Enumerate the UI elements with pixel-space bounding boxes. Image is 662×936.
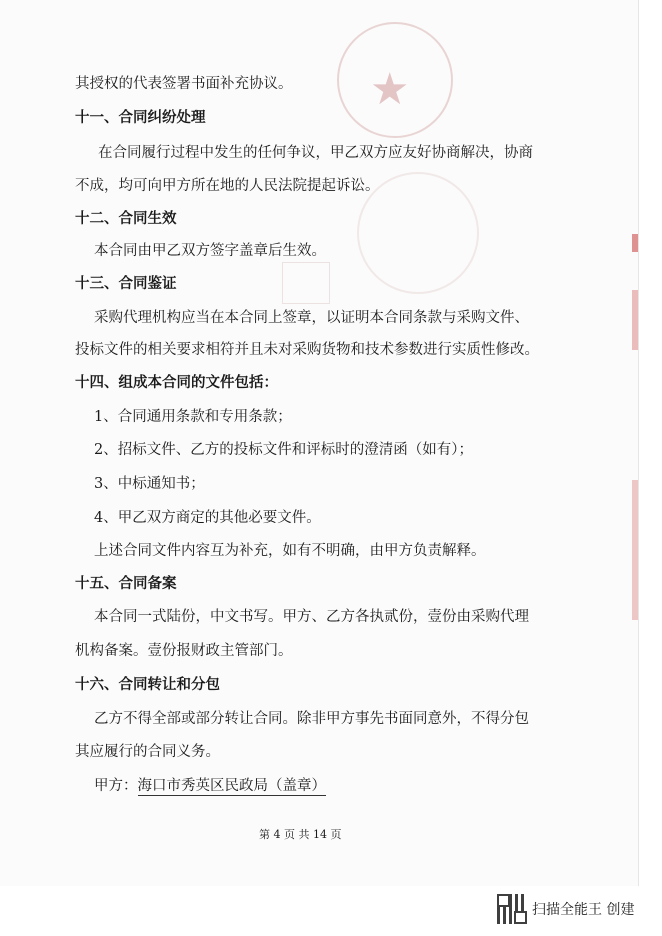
list-item: 1、合同通用条款和专用条款；: [94, 409, 292, 425]
qr-code-icon: [497, 894, 527, 924]
section-heading: 十二、合同生效: [75, 210, 177, 227]
edge-mark: [632, 480, 638, 620]
edge-mark: [632, 290, 638, 350]
section-heading: 十三、合同鉴证: [75, 275, 177, 292]
section-heading: 十一、合同纠纷处理: [75, 109, 206, 126]
party-a-line: [94, 776, 326, 796]
doc-line: 上述合同文件内容互为补充，如有不明确，由甲方负责解释。: [94, 543, 486, 559]
doc-line: 投标文件的相关要求相符并且未对采购货物和技术参数进行实质性修改。: [75, 342, 539, 358]
doc-line: 不成，均可向甲方所在地的人民法院提起诉讼。: [75, 178, 380, 194]
doc-line: 本合同一式陆份，中文书写。甲方、乙方各执贰份，壹份由采购代理: [94, 609, 529, 625]
seal-star-icon: ★: [370, 64, 410, 115]
list-item: 4、甲乙双方商定的其他必要文件。: [94, 510, 321, 526]
doc-line: 其授权的代表签署书面补充协议。: [75, 76, 293, 92]
list-item: 2、招标文件、乙方的投标文件和评标时的澄清函（如有）；: [94, 442, 473, 458]
page-number: 第 4 页 共 14 页: [259, 828, 342, 841]
edge-mark: [632, 234, 638, 252]
doc-line: 在合同履行过程中发生的任何争议，甲乙双方应友好协商解决，协商: [98, 145, 533, 161]
party-a-value: 海口市秀英区民政局（盖章）: [137, 778, 326, 794]
section-heading: 十四、组成本合同的文件包括：: [75, 374, 278, 391]
scanner-label: 扫描全能王 创建: [532, 902, 635, 918]
faint-square-stamp: [282, 262, 330, 304]
party-a-label: 甲方：: [94, 778, 138, 794]
doc-line: 机构备案。壹份报财政主管部门。: [75, 643, 293, 659]
doc-line: 其应履行的合同义务。: [75, 744, 220, 760]
doc-line: 采购代理机构应当在本合同上签章，以证明本合同条款与采购文件、: [94, 310, 529, 326]
section-heading: 十六、合同转让和分包: [75, 676, 220, 693]
doc-line: 本合同由甲乙双方签字盖章后生效。: [94, 243, 326, 259]
list-item: 3、中标通知书；: [94, 476, 205, 492]
doc-line: 乙方不得全部或部分转让合同。除非甲方事先书面同意外，不得分包: [94, 711, 529, 727]
section-heading: 十五、合同备案: [75, 575, 177, 592]
